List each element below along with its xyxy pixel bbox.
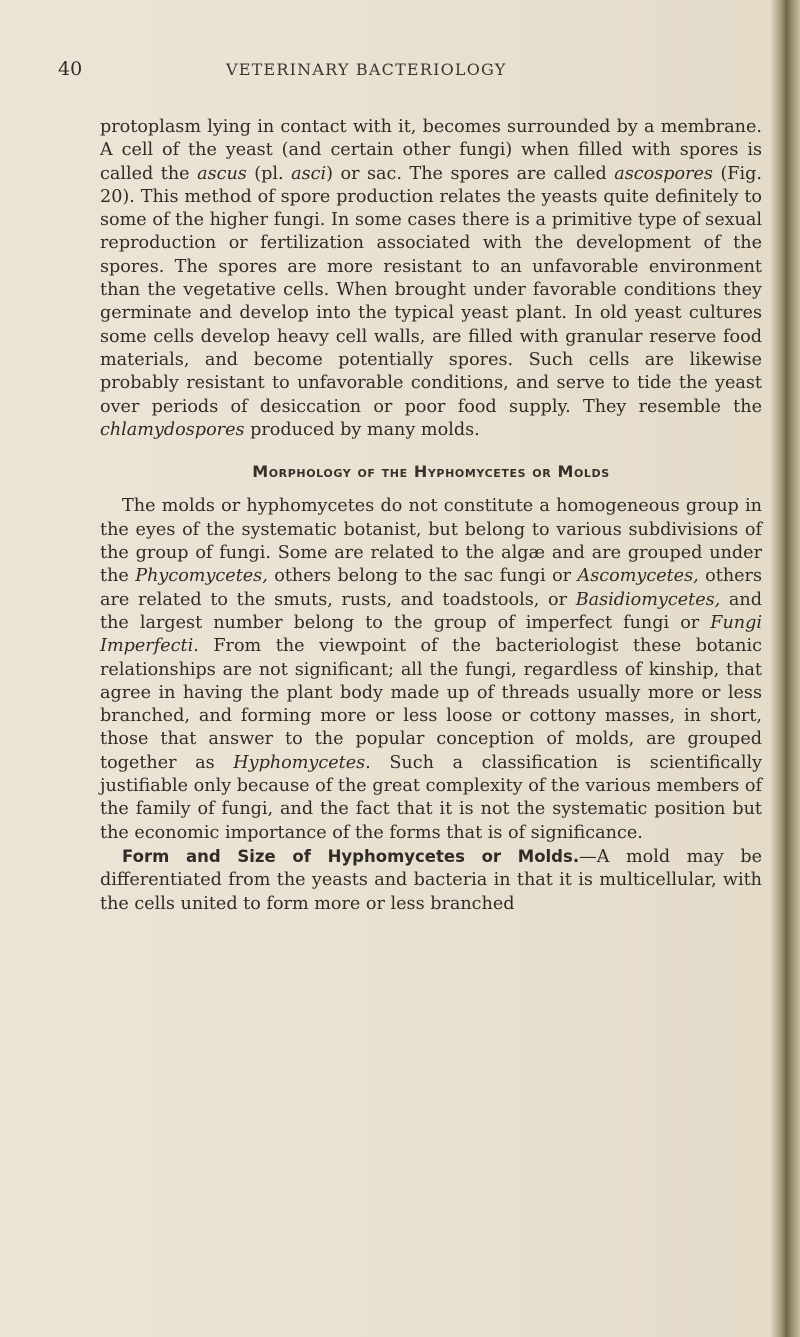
text-span: Such a classification is scientifically justifiable only because of the great complexity of the various members of the family of fungi, and the fact that it is not the systematic position but the economic importance of the forms that is of significance. — [100, 752, 763, 843]
text-span: others are related to the smuts, rusts, and toadstools, or — [100, 566, 762, 610]
text-span: —A mold may be differentiated from the yeasts and bacteria in that it is multicellular, with the cells united to form more or less branched — [100, 846, 762, 914]
italic-term: Fungi Imperfecti. — [100, 612, 762, 657]
text-span: The molds or hyphomycetes do not constitute a homogeneous group in the eyes of the systematic botanist, but belong to various subdivisions of the group of fungi. Some are related to the algæ and are grouped under the — [100, 496, 762, 587]
text-span: From the viewpoint of the bacteriologist these botanic relationships are not significant; all the fungi, regardless of kinship, that agree in having the plant body made up of threads usually more or less branched, and forming more or less loose or cottony masses, in short, those that answer to the popular conception of molds, are grouped together as — [100, 636, 762, 773]
italic-term: chlamydospores — [100, 419, 245, 440]
italic-term: Hyphomycetes. — [233, 752, 371, 773]
italic-term: ascus — [197, 163, 247, 184]
text-span: (Fig. 20). This method of spore production relates the yeasts quite definitely to some of the higher fungi. In some cases there is a primitive type of sexual reproduction or fertilization associated with the development of the spores. The spores are more resistant to an unfavorable environment than the vegetative cells. When brought under favorable conditions they germinate and develop into the typical yeast plant. In old yeast cultures some cells develop heavy cell walls, are filled with granular reserve food materials, and become potentially spores. Such cells are likewise probably resistant to unfavorable conditions, and serve to tide the yeast over periods of desiccation or poor food supply. They resemble the — [100, 163, 763, 417]
run-in-heading: Form and Size of Hyphomycetes or Molds. — [122, 846, 580, 866]
paragraph — [100, 845, 762, 916]
text-span: and the largest number belong to the group of imperfect fungi or — [100, 589, 762, 633]
running-head: VETERINARY BACTERIOLOGY — [226, 60, 507, 79]
italic-term: asci — [291, 163, 327, 184]
text-span: others belong to the sac fungi or — [267, 566, 578, 587]
italic-term: Phycomycetes, — [135, 566, 268, 587]
body-text — [100, 116, 762, 916]
page-edge — [770, 0, 800, 1337]
paragraph — [100, 495, 762, 844]
page-header — [0, 58, 760, 88]
text-span: produced by many molds. — [244, 419, 480, 440]
italic-term: Basidiomycetes, — [575, 589, 721, 610]
page-number: 40 — [58, 58, 83, 80]
paragraph — [100, 116, 762, 442]
italic-term: ascospores — [614, 163, 713, 184]
text-span: ) or sac. The spores are called — [326, 163, 615, 184]
section-heading: Morphology of the Hyphomycetes or Molds — [252, 462, 610, 482]
text-span: (pl. — [246, 163, 292, 184]
italic-term: Ascomycetes, — [577, 566, 699, 587]
text-span: protoplasm lying in contact with it, becomes surrounded by a membrane. A cell of the yeast (and certain other fungi) when filled with spores is called the — [100, 117, 762, 184]
